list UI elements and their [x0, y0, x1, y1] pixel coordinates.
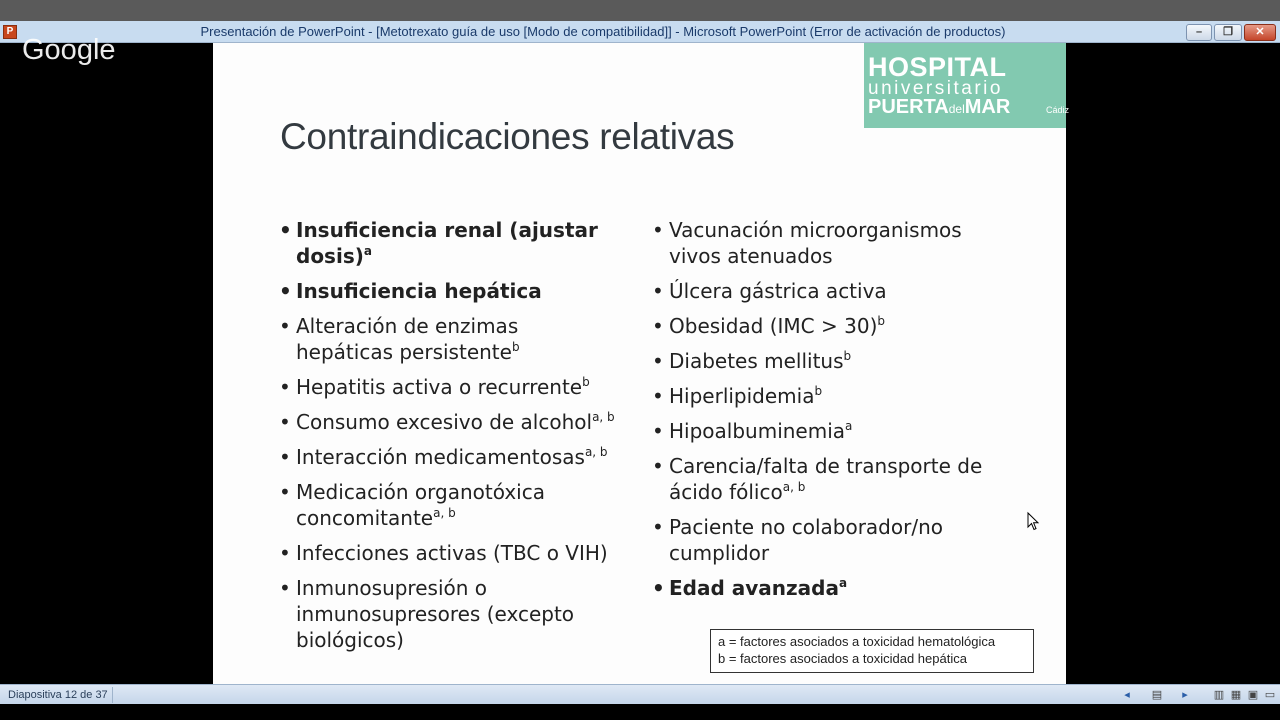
logo-line-puerta-del-mar: PUERTAdelMAR — [868, 96, 1011, 118]
bullet-text: Insuficiencia hepática — [296, 279, 542, 303]
right-bullet-list — [652, 217, 992, 610]
close-button[interactable]: ✕ — [1244, 24, 1276, 41]
slide-counter: Diapositiva 12 de 37 — [8, 689, 108, 701]
bottom-letterbox — [0, 704, 1280, 720]
bullet-text: Hiperlipidemia — [669, 384, 815, 408]
bullet-text: Diabetes mellitus — [669, 349, 844, 373]
bullet-item — [279, 479, 619, 531]
bullet-text: Consumo excesivo de alcohol — [296, 410, 593, 434]
bullet-item — [652, 383, 992, 409]
bullet-item — [279, 217, 619, 269]
logo-line-universitario: universitario — [868, 78, 1003, 99]
bullet-text: Úlcera gástrica activa — [669, 279, 887, 303]
bullet-item — [279, 278, 619, 304]
bullet-superscript: b — [511, 340, 520, 354]
bullet-item — [279, 409, 619, 435]
hospital-logo — [864, 43, 1070, 128]
bullet-item — [652, 453, 992, 505]
bullet-item — [279, 444, 619, 470]
bullet-text: Medicación organotóxica concomitante — [296, 480, 545, 530]
footnote-line-a: a = factores asociados a toxicidad hematológica — [718, 634, 996, 649]
powerpoint-app-icon[interactable]: P — [3, 25, 17, 39]
bullet-superscript: a — [845, 419, 853, 433]
logo-city: Cádiz — [1046, 105, 1070, 115]
bullet-superscript: b — [582, 375, 590, 389]
bullet-superscript: a, b — [782, 480, 806, 494]
left-bullet-list — [279, 217, 619, 662]
bullet-superscript: a — [838, 576, 848, 590]
footnote-legend — [710, 629, 1034, 673]
next-slide-icon[interactable]: ▸ — [1182, 688, 1188, 701]
slide-canvas — [213, 43, 1070, 684]
bullet-superscript: a — [363, 244, 372, 258]
bullet-text: Carencia/falta de transporte de ácido fólico — [669, 454, 983, 504]
bullet-text: Inmunosupresión o inmunosupresores (excepto biológicos) — [296, 576, 575, 652]
bullet-item — [652, 313, 992, 339]
slideshow-view-icon[interactable]: ▭ — [1264, 688, 1276, 701]
bullet-text: Hipoalbuminemia — [669, 419, 846, 443]
bullet-item — [279, 575, 619, 653]
footnote-line-b: b = factores asociados a toxicidad hepática — [718, 651, 967, 666]
bullet-superscript: b — [814, 384, 823, 398]
bullet-text: Alteración de enzimas hepáticas persistente — [296, 314, 519, 364]
bullet-item — [279, 374, 619, 400]
status-bar — [0, 684, 1280, 704]
bullet-text: Interacción medicamentosas — [296, 445, 585, 469]
bullet-item — [652, 418, 992, 444]
bullet-item — [652, 217, 992, 269]
bullet-text: Paciente no colaborador/no cumplidor — [669, 515, 943, 565]
bullet-item — [279, 313, 619, 365]
bullet-superscript: a, b — [433, 506, 456, 520]
title-bar — [0, 0, 1280, 43]
bullet-item — [279, 540, 619, 566]
bullet-text: Vacunación microorganismos vivos atenuados — [669, 218, 962, 268]
google-watermark-logo: Google — [22, 34, 116, 66]
slide-sorter-view-icon[interactable]: ▦ — [1230, 688, 1242, 701]
bullet-text: Obesidad (IMC > 30) — [669, 314, 878, 338]
bullet-superscript: a, b — [592, 410, 615, 424]
normal-view-icon[interactable]: ▥ — [1213, 688, 1225, 701]
bullet-superscript: a, b — [584, 445, 608, 459]
minimize-button[interactable]: – — [1186, 24, 1212, 41]
bullet-text: Insuficiencia renal (ajustar dosis) — [296, 218, 598, 268]
slide-title: Contraindicaciones relativas — [280, 116, 735, 157]
previous-slide-icon[interactable]: ◂ — [1124, 688, 1130, 701]
bullet-text: Infecciones activas (TBC o VIH) — [296, 541, 608, 565]
status-separator — [112, 687, 113, 703]
restore-button[interactable]: ❐ — [1214, 24, 1242, 41]
bullet-item — [652, 348, 992, 374]
bullet-superscript: b — [843, 349, 852, 363]
logo-line-hospital: HOSPITAL — [868, 52, 1007, 82]
bullet-item — [652, 575, 992, 601]
bullet-superscript: b — [877, 314, 885, 328]
bullet-text: Edad avanzada — [669, 576, 839, 600]
bullet-item — [652, 514, 992, 566]
notes-icon[interactable]: ▤ — [1151, 688, 1163, 701]
reading-view-icon[interactable]: ▣ — [1247, 688, 1259, 701]
bullet-text: Hepatitis activa o recurrente — [296, 375, 583, 399]
window-title: Presentación de PowerPoint - [Metotrexato guía de uso [Modo de compatibilidad]] - Microsoft PowerPoint (Error de activación de productos) — [200, 24, 1006, 39]
bullet-item — [652, 278, 992, 304]
